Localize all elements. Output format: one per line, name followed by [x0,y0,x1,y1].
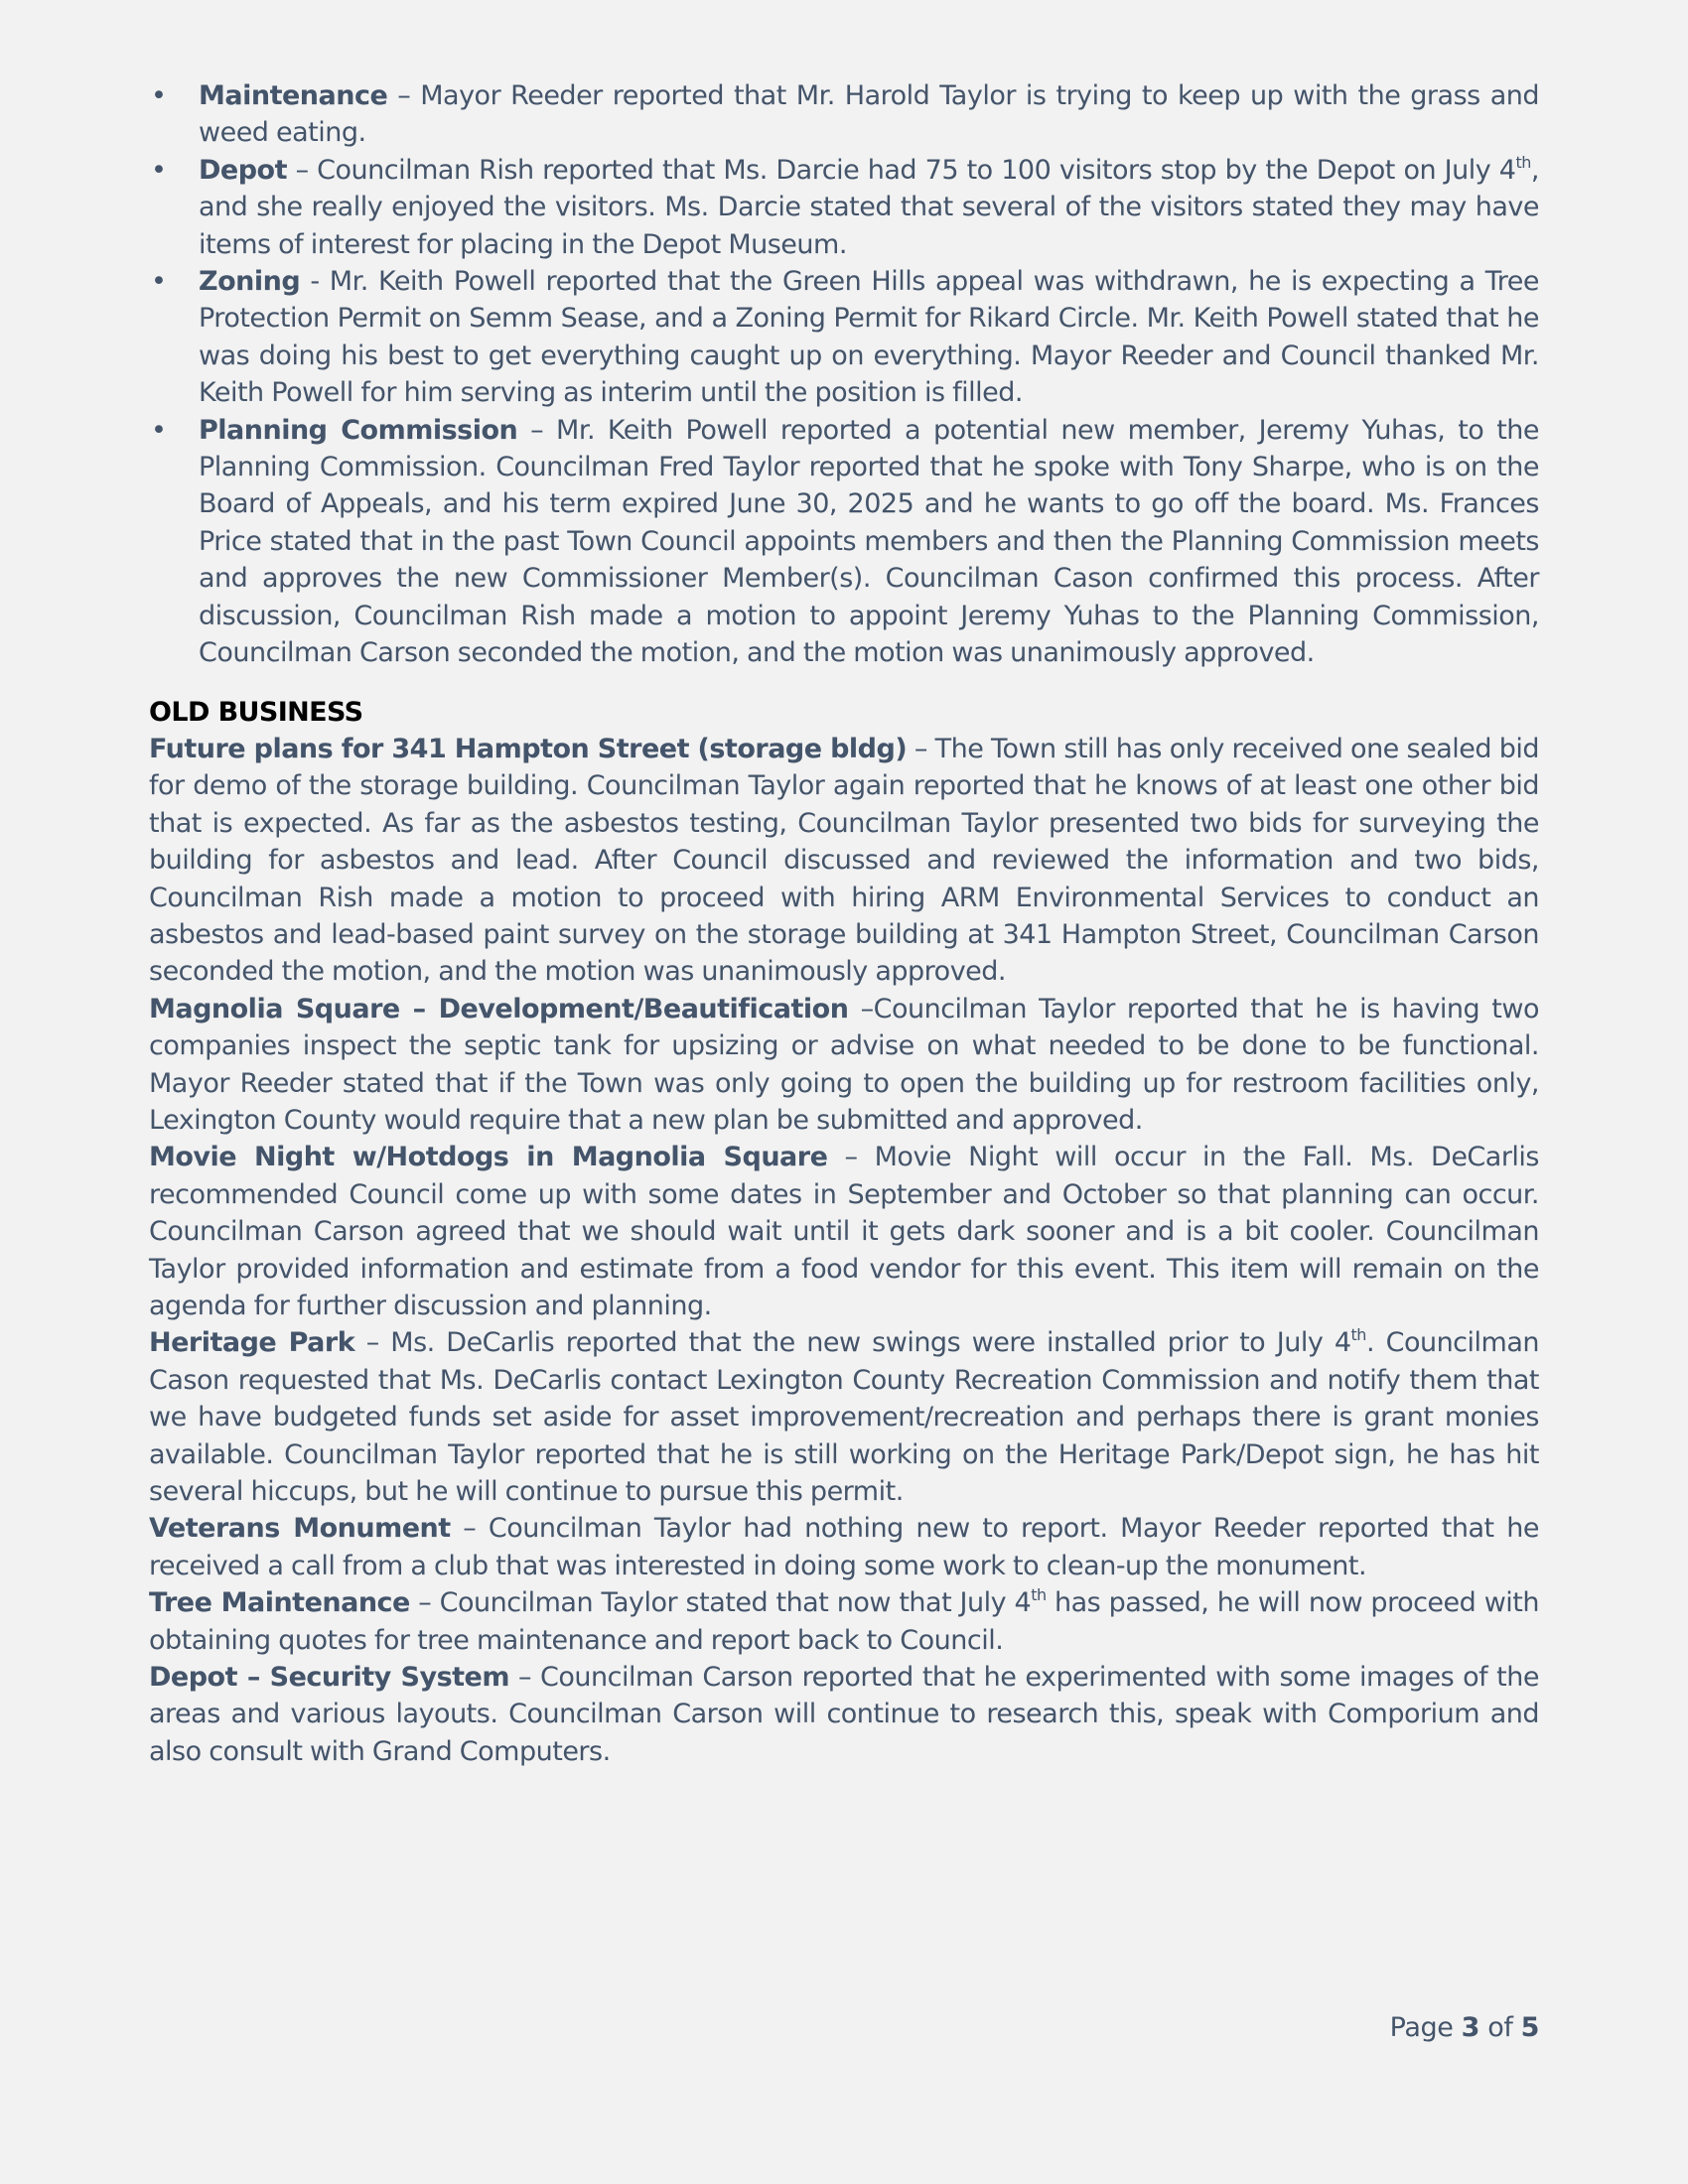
item-text: – Councilman Carson reported that he experimented with some images of the areas and various layouts. Councilman Carson will continue to research this, speak with Comporium and also consult with Grand Computers. [149,1662,1539,1767]
item-title: Future plans for 341 Hampton Street (storage bldg) [149,733,908,764]
page-of-label: of [1479,2012,1521,2043]
bullet-title: Depot [199,154,288,186]
bullet-maintenance [149,77,1539,152]
bullet-text: - Mr. Keith Powell reported that the Green Hills appeal was withdrawn, he is expecting a Tree Protection Permit on Semm Sease, and a Zoning Permit for Rikard Circle. Mr. Keith Powell stated that he was doing his best to get everything caught up on everything. Mayor Reeder and Council thanked Mr. Keith Powell for him serving as interim until the position is filled. [199,266,1539,409]
item-title: Depot – Security System [149,1662,509,1694]
item-text: – Movie Night will occur in the Fall. Ms. DeCarlis recommended Council come up with some dates in September and October so that planning can occur. Councilman Carson agreed that we should wait until it gets dark sooner and is a bit cooler. Councilman Taylor provided information and estimate from a food vendor for this event. This item will remain on the agenda for further discussion and planning. [149,1142,1539,1321]
bullet-title: Planning Commission [199,414,518,446]
item-title: Tree Maintenance [149,1587,410,1619]
bullet-text: – Mayor Reeder reported that Mr. Harold Taylor is trying to keep up with the grass and weed eating. [199,80,1539,149]
item-heritage-park [149,1324,1539,1510]
bullet-planning-commission [149,412,1539,672]
item-text: – Ms. DeCarlis reported that the new swings were installed prior to July 4 [354,1327,1351,1359]
item-text: – Councilman Taylor had nothing new to report. Mayor Reeder reported that he received a call from a club that was interested in doing some work to clean-up the monument. [149,1513,1539,1581]
bullet-depot [149,152,1539,263]
report-bullet-list [149,77,1539,672]
ordinal-suffix: th [1515,152,1531,172]
bullet-text: – Mr. Keith Powell reported a potential new member, Jeremy Yuhas, to the Planning Commission. Councilman Fred Taylor reported that he spoke with Tony Sharpe, who is on the Board of Appeals, and his term expired June 30, 2025 and he wants to go off the board. Ms. Frances Price stated that in the past Town Council appoints members and then the Planning Commission meets and approves the new Commissioner Member(s). Councilman Cason confirmed this process. After discussion, Councilman Rish made a motion to appoint Jeremy Yuhas to the Planning Commission, Councilman Carson seconded the motion, and the motion was unanimously approved. [199,414,1540,669]
item-text: – Councilman Taylor stated that now that July 4 [409,1587,1032,1619]
bullet-text: , and she really enjoyed the visitors. Ms. Darcie stated that several of the visitors stated they may have items of interest for placing in the Depot Museum. [199,154,1539,260]
page-label: Page [1389,2012,1462,2043]
bullet-dot-icon: • [151,414,167,446]
item-title: Heritage Park [149,1327,355,1359]
item-depot-security-system [149,1659,1539,1770]
ordinal-suffix: th [1350,1325,1366,1345]
item-text: has passed, he will now proceed with obtaining quotes for tree maintenance and report back to Council. [149,1587,1539,1656]
document-page [149,77,1539,1770]
bullet-title: Maintenance [199,80,388,111]
item-text: – The Town still has only received one sealed bid for demo of the storage building. Councilman Taylor again reported that he knows of at least one other bid that is expected. As far as the asbestos testing, Councilman Taylor presented two bids for surveying the building for asbestos and lead. After Council discussed and reviewed the information and two bids, Councilman Rish made a motion to proceed with hiring ARM Environmental Services to conduct an asbestos and lead-based paint survey on the storage building at 341 Hampton Street, Councilman Carson seconded the motion, and the motion was unanimously approved. [149,733,1539,988]
item-magnolia-square [149,991,1539,1140]
bullet-dot-icon: • [151,154,167,186]
bullet-text: – Councilman Rish reported that Ms. Darcie had 75 to 100 visitors stop by the Depot on July 4 [287,154,1516,186]
section-heading-old-business: OLD BUSINESS [149,696,363,728]
ordinal-suffix: th [1031,1585,1047,1605]
bullet-dot-icon: • [151,266,167,298]
item-movie-night [149,1139,1539,1324]
item-341-hampton-street [149,731,1539,991]
bullet-dot-icon: • [151,80,167,111]
item-text: –Councilman Taylor reported that he is having two companies inspect the septic tank for upsizing or advise on what needed to be done to be functional. Mayor Reeder stated that if the Town was only going to open the building up for restroom facilities only, Lexington County would require that a new plan be submitted and approved. [149,993,1539,1136]
bullet-zoning [149,263,1539,412]
item-title: Movie Night w/Hotdogs in Magnolia Square [149,1142,828,1173]
bullet-title: Zoning [199,266,301,298]
total-page-number: 5 [1520,2012,1539,2043]
item-text: . Councilman Cason requested that Ms. DeCarlis contact Lexington County Recreation Commission and notify them that we have budgeted funds set aside for asset improvement/recreation and perhaps there is grant monies available. Councilman Taylor reported that he is still working on the Heritage Park/Depot sign, he has hit several hiccups, but he will continue to pursue this permit. [149,1327,1539,1508]
item-veterans-monument [149,1510,1539,1584]
item-title: Magnolia Square – Development/Beautification [149,993,849,1024]
item-tree-maintenance [149,1584,1539,1659]
item-title: Veterans Monument [149,1513,451,1545]
page-number-footer [1390,2009,1539,2046]
current-page-number: 3 [1461,2012,1480,2043]
